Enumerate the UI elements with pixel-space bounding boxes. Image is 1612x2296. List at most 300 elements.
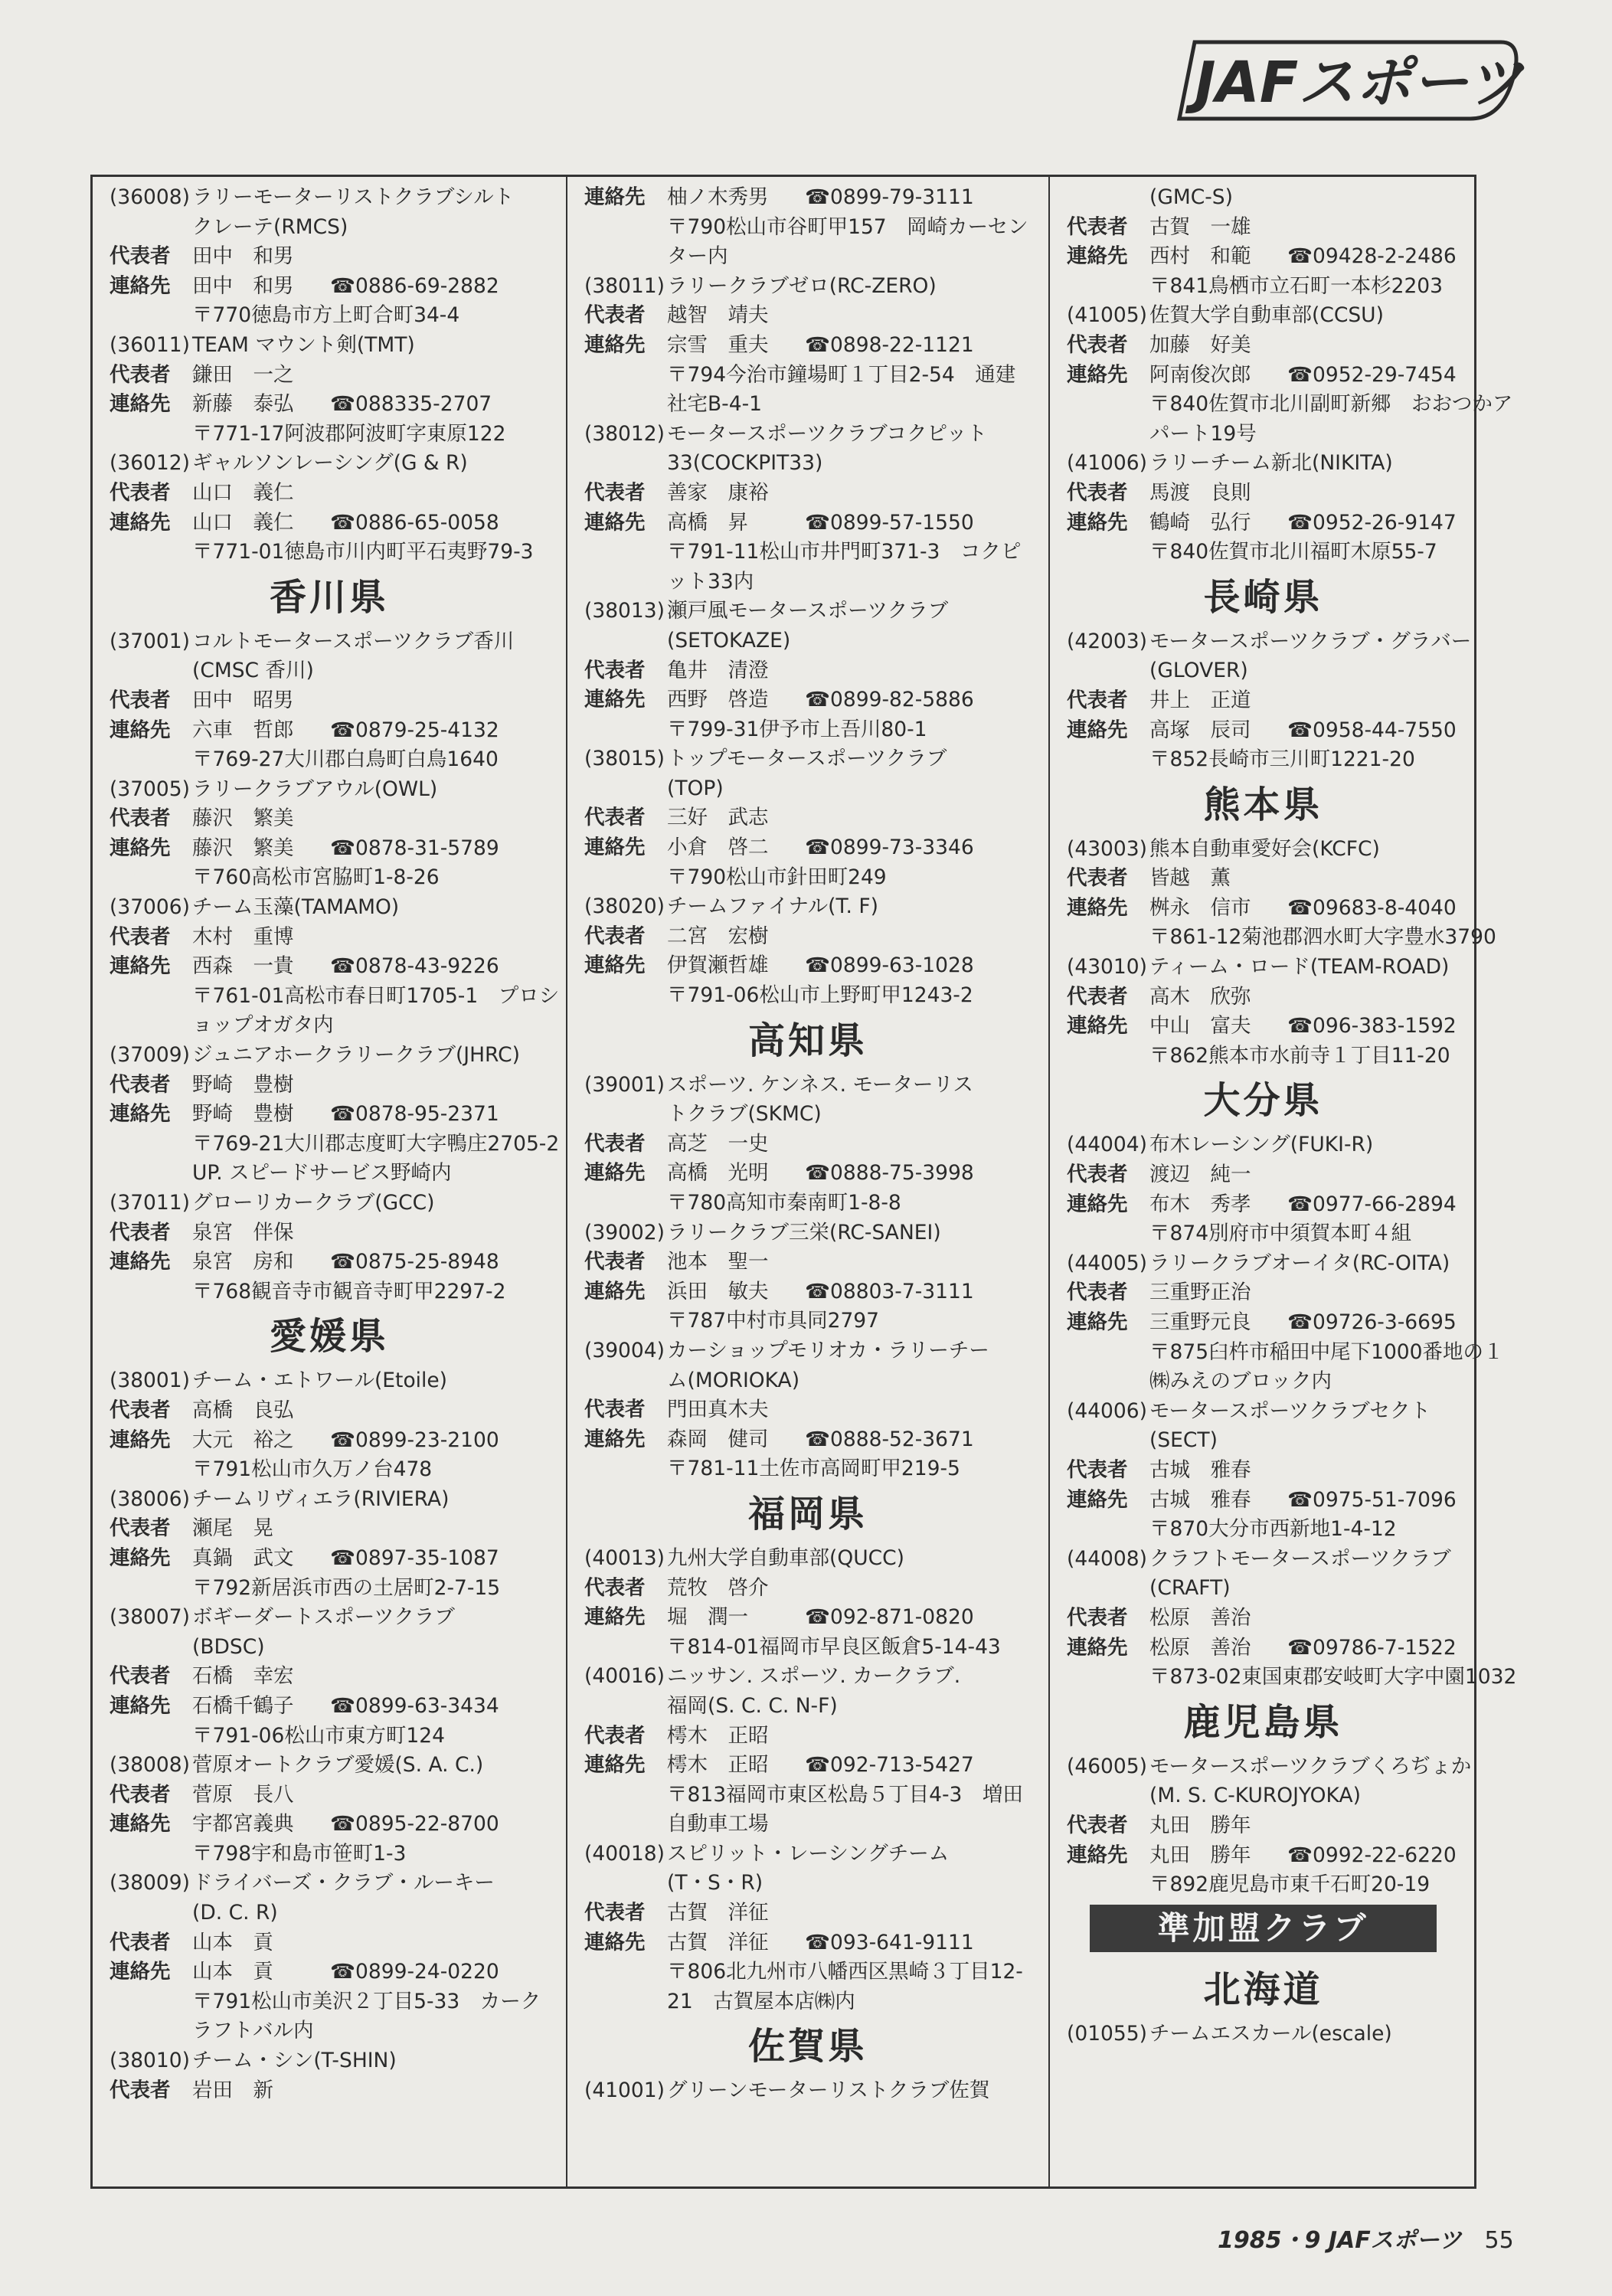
entry-detail-line: (CMSC 香川) (192, 659, 314, 683)
entry-detail-line: ター内 (667, 244, 728, 269)
entry-detail-line: (D. C. R) (192, 1901, 278, 1925)
entry-detail-line: UP. スピードサービス野崎内 (192, 1161, 452, 1186)
club-entry-title (110, 449, 549, 479)
role-label: 代表者 (110, 362, 171, 387)
prefecture-heading: 高知県 (747, 1019, 868, 1062)
contact-row (110, 390, 549, 420)
contact-row (110, 1426, 549, 1456)
role-label: 代表者 (1067, 688, 1128, 712)
person-name: 石橋 幸宏 (192, 1664, 294, 1689)
club-code: (38009) (110, 1871, 190, 1895)
entry-detail-line: ム(MORIOKA) (667, 1368, 800, 1392)
club-name: ティーム・ロード(TEAM-ROAD) (1149, 955, 1450, 980)
representative-row (1067, 1456, 1460, 1486)
representative-row (110, 1662, 549, 1692)
entry-detail-line: 〒892鹿児島市東千石町20-19 (1149, 1872, 1431, 1897)
club-entry-title (110, 1041, 549, 1071)
role-label: 代表者 (110, 806, 171, 831)
club-code: (40018) (584, 1841, 665, 1866)
role-label: 代表者 (110, 2078, 171, 2102)
club-name: ラリーチーム新北(NIKITA) (1149, 451, 1393, 476)
entry-detail-line: 〒840佐賀市北川副町新郷 おおつかア (1149, 392, 1513, 417)
club-name: ラリーモーターリストクラブシルト (192, 185, 515, 209)
club-code: (37006) (110, 895, 190, 920)
column-3 (1050, 177, 1517, 2186)
prefecture-heading: 大分県 (1203, 1079, 1323, 1123)
role-label: 連絡先 (584, 332, 646, 357)
club-name: グローリカークラブ(GCC) (192, 1191, 435, 1215)
phone-number: ☎0899-57-1550 (805, 510, 974, 535)
entry-detail-line: ット33内 (667, 569, 754, 594)
person-name: 野崎 豊樹 (192, 1102, 294, 1127)
person-name: 布木 秀孝 (1149, 1192, 1251, 1216)
entry-detail-line: (T・S・R) (667, 1871, 763, 1895)
issue-label: 1985・9 JAFスポーツ (1218, 2227, 1462, 2254)
role-label: 連絡先 (584, 510, 646, 535)
representative-row (1067, 479, 1460, 509)
entry-detail-line: 〒769-27大川郡白鳥町白鳥1640 (192, 747, 499, 772)
club-code: (38011) (584, 273, 665, 298)
contact-row (110, 1100, 549, 1130)
representative-row (584, 1722, 1032, 1751)
club-code: (38001) (110, 1369, 190, 1393)
page-footer (1218, 2221, 1514, 2255)
person-name: 浜田 敏夫 (667, 1279, 769, 1303)
club-code: (43010) (1067, 955, 1147, 980)
contact-row (1067, 242, 1460, 272)
prefecture-heading: 鹿児島県 (1183, 1700, 1343, 1744)
person-name: 馬渡 良則 (1149, 480, 1251, 505)
contact-row (584, 1603, 1032, 1633)
role-label: 代表者 (584, 658, 646, 682)
representative-row (584, 1395, 1032, 1425)
role-label: 代表者 (1067, 984, 1128, 1009)
entry-detail-line: 〒760高松市宮脇町1-8-26 (192, 865, 440, 890)
person-name: 西森 一貴 (192, 954, 294, 979)
role-label: 連絡先 (1067, 510, 1128, 535)
entry-detail-line: 21 古賀屋本店㈱内 (667, 1989, 855, 2013)
role-label: 代表者 (584, 1398, 646, 1422)
person-name: 西村 和範 (1149, 244, 1251, 269)
club-code: (39004) (584, 1338, 665, 1362)
phone-number: ☎0899-63-1028 (805, 953, 974, 978)
representative-row (110, 1071, 549, 1101)
club-entry-title (584, 2076, 1032, 2106)
club-code: (44004) (1067, 1133, 1147, 1157)
person-name: 古賀 一雄 (1149, 214, 1251, 239)
person-name: 宇都宮義典 (192, 1812, 294, 1836)
club-code: (37009) (110, 1043, 190, 1068)
phone-number: ☎0992-22-6220 (1287, 1843, 1457, 1867)
person-name: 藤沢 繁美 (192, 836, 294, 860)
club-entry-title (584, 744, 1032, 774)
contact-row (584, 183, 1032, 213)
person-name: 二宮 宏樹 (667, 924, 769, 948)
entry-detail-line: 福岡(S. C. C. N-F) (667, 1693, 838, 1718)
phone-number: ☎0888-75-3998 (805, 1161, 974, 1186)
club-code: (44008) (1067, 1546, 1147, 1571)
person-name: 善家 康裕 (667, 480, 769, 505)
person-name: 石橋千鶴子 (192, 1693, 294, 1718)
person-name: 泉宮 伴保 (192, 1220, 294, 1244)
representative-row (1067, 213, 1460, 243)
club-name: トップモータースポーツクラブ (667, 747, 947, 771)
phone-number: ☎09726-3-6695 (1287, 1310, 1457, 1334)
club-name: グリーンモーターリストクラブ佐賀 (667, 2079, 990, 2103)
person-name: 野崎 豊樹 (192, 1072, 294, 1097)
person-name: 古賀 洋征 (667, 1930, 769, 1954)
club-name: チーム・シン(T-SHIN) (192, 2049, 397, 2073)
club-name: カーショップモリオカ・ラリーチー (667, 1338, 989, 1362)
role-label: 連絡先 (1067, 1635, 1128, 1660)
representative-row (1067, 983, 1460, 1012)
entry-detail-line: 〒761-01高松市春日町1705-1 プロシ (192, 983, 560, 1008)
contact-row (584, 1159, 1032, 1189)
club-code: (41001) (584, 2079, 665, 2103)
representative-row (584, 301, 1032, 331)
person-name: 池本 聖一 (667, 1250, 769, 1274)
role-label: 連絡先 (110, 1250, 171, 1274)
role-label: 連絡先 (1067, 1843, 1128, 1867)
phone-number: ☎09683-8-4040 (1287, 895, 1457, 920)
role-label: 連絡先 (1067, 895, 1128, 920)
club-code: (38020) (584, 895, 665, 919)
entry-detail-line: (BDSC) (192, 1634, 265, 1659)
role-label: 連絡先 (110, 273, 171, 298)
club-name: チーム玉藻(TAMAMO) (192, 895, 400, 920)
club-entry-title (110, 1189, 549, 1218)
club-entry-title (584, 272, 1032, 302)
contact-row (584, 685, 1032, 715)
club-name: 熊本自動車愛好会(KCFC) (1149, 836, 1380, 861)
entry-detail-line: パート19号 (1149, 421, 1257, 446)
phone-number: ☎0879-25-4132 (330, 718, 499, 742)
role-label: 代表者 (1067, 1163, 1128, 1187)
role-label: 連絡先 (584, 1427, 646, 1451)
entry-detail-line: 〒791松山市久万ノ台478 (192, 1457, 433, 1482)
person-name: 高橋 光明 (667, 1161, 769, 1186)
person-name: 松原 善治 (1149, 1605, 1251, 1630)
person-name: 田中 和男 (192, 273, 294, 298)
role-label: 連絡先 (584, 185, 646, 209)
contact-row (584, 1425, 1032, 1455)
representative-row (584, 656, 1032, 686)
entry-detail-line: 〒787中村市具同2797 (667, 1309, 880, 1333)
club-code: (42003) (1067, 629, 1147, 653)
phone-number: ☎0878-95-2371 (330, 1102, 499, 1127)
person-name: 新藤 泰弘 (192, 392, 294, 417)
entry-detail-line: 自動車工場 (667, 1812, 769, 1836)
club-code: (38013) (584, 599, 665, 623)
club-name: チームファイナル(T. F) (667, 895, 878, 919)
person-name: 瀬尾 晃 (192, 1516, 273, 1541)
phone-number: ☎09786-7-1522 (1287, 1635, 1457, 1660)
entry-detail-line: ㈱みえのブロック内 (1149, 1369, 1332, 1394)
club-code: (38008) (110, 1753, 190, 1778)
club-code: (44006) (1067, 1398, 1147, 1423)
person-name: 真鍋 武文 (192, 1545, 294, 1570)
entry-detail-line: クレーテ(RMCS) (192, 214, 348, 239)
person-name: 門田真木夫 (667, 1398, 769, 1422)
role-label: 連絡先 (110, 1545, 171, 1570)
club-code: (38007) (110, 1605, 190, 1630)
representative-row (110, 2076, 549, 2106)
contact-row (1067, 1012, 1460, 1042)
role-label: 連絡先 (584, 688, 646, 712)
person-name: 山口 義仁 (192, 510, 294, 535)
club-name: 菅原オートクラブ愛媛(S. A. C.) (192, 1753, 484, 1778)
person-name: 皆越 薫 (1149, 866, 1231, 891)
entry-detail-line: 〒875臼杵市稲田中尾下1000番地の１ (1149, 1339, 1504, 1364)
contact-row (1067, 361, 1460, 391)
club-code: (40016) (584, 1664, 665, 1689)
entry-detail-line: (GLOVER) (1149, 659, 1248, 683)
entry-detail-line: 〒799-31伊予市上吾川80-1 (667, 717, 927, 741)
contact-row (110, 1544, 549, 1574)
club-code: (37001) (110, 629, 190, 653)
club-name: ジュニアホークラリークラブ(JHRC) (192, 1043, 520, 1068)
prefecture-heading: 愛媛県 (269, 1315, 389, 1359)
entry-detail-line: 〒781-11土佐市高岡町甲219-5 (667, 1457, 960, 1481)
contact-row (1067, 509, 1460, 538)
person-name: 樗木 正昭 (667, 1723, 769, 1748)
club-code: (38006) (110, 1487, 190, 1511)
role-label: 代表者 (584, 1250, 646, 1274)
role-label: 連絡先 (1067, 718, 1128, 742)
role-label: 代表者 (110, 924, 171, 949)
entry-detail-line: 〒852長崎市三川町1221-20 (1149, 747, 1415, 772)
club-name: モータースポーツクラブコクピット (667, 421, 987, 446)
phone-number: ☎0952-26-9147 (1287, 510, 1457, 535)
representative-row (1067, 686, 1460, 716)
phone-number: ☎0895-22-8700 (330, 1812, 499, 1836)
person-name: 高木 欣弥 (1149, 984, 1251, 1009)
column-1 (93, 177, 567, 2186)
phone-number: ☎0899-24-0220 (330, 1960, 499, 1984)
club-directory (90, 175, 1517, 2189)
role-label: 代表者 (1067, 480, 1128, 505)
role-label: 連絡先 (1067, 1192, 1128, 1216)
role-label: 代表者 (1067, 1813, 1128, 1837)
role-label: 代表者 (1067, 1605, 1128, 1630)
contact-row (110, 1248, 549, 1277)
representative-row (110, 923, 549, 953)
club-name: クラフトモータースポーツクラブ (1149, 1546, 1451, 1571)
person-name: 三好 武志 (667, 806, 769, 830)
phone-number: ☎0899-82-5886 (805, 688, 974, 712)
contact-row (1067, 1486, 1460, 1516)
club-code: (01055) (1067, 2021, 1147, 2046)
entry-detail-line: 〒791-06松山市東方町124 (192, 1723, 445, 1748)
club-entry-title (110, 331, 549, 361)
club-entry-title (1067, 627, 1472, 657)
person-name: 泉宮 房和 (192, 1250, 294, 1274)
entry-detail-line: 〒770徳島市方上町合町34-4 (192, 303, 460, 328)
person-name: 高芝 一史 (667, 1131, 769, 1156)
entry-detail-line: (GMC-S) (1149, 185, 1233, 209)
club-entry-title (1067, 449, 1460, 479)
entry-detail-line: (TOP) (667, 776, 724, 800)
club-name: ラリークラブオーイタ(RC-OITA) (1149, 1251, 1450, 1275)
club-name: TEAM マウント剣(TMT) (192, 332, 415, 357)
club-entry-title (1067, 835, 1460, 865)
entry-detail-line: (SECT) (1149, 1428, 1218, 1453)
contact-row (110, 716, 549, 746)
representative-row (1067, 1278, 1460, 1308)
person-name: 高塚 辰司 (1149, 718, 1251, 742)
club-name: モータースポーツクラブセクト (1149, 1398, 1431, 1423)
club-name: チームリヴィエラ(RIVIERA) (192, 1487, 450, 1511)
representative-row (110, 1928, 549, 1958)
role-label: 代表者 (584, 1723, 646, 1748)
entry-detail-line: 〒792新居浜市西の土居町2-7-15 (192, 1575, 501, 1600)
person-name: 鶴崎 弘行 (1149, 510, 1251, 535)
club-entry-title (1067, 2020, 1460, 2049)
person-name: 高橋 昇 (667, 510, 748, 535)
prefecture-heading: 香川県 (269, 575, 389, 619)
entry-detail-line: (CRAFT) (1149, 1576, 1231, 1601)
club-entry-title (584, 597, 1032, 626)
club-code: (36011) (110, 332, 190, 357)
club-entry-title (110, 1485, 549, 1515)
role-label: 代表者 (1067, 866, 1128, 891)
person-name: 加藤 好美 (1149, 332, 1251, 357)
representative-row (584, 479, 1032, 509)
entry-detail-line: 〒791-06松山市上野町甲1243-2 (667, 983, 973, 1008)
phone-number: ☎0897-35-1087 (330, 1545, 499, 1570)
person-name: 小倉 啓二 (667, 836, 769, 860)
club-name: 瀬戸風モータースポーツクラブ (667, 599, 949, 623)
club-entry-title (110, 1751, 549, 1781)
club-entry-title (1067, 1130, 1460, 1160)
entry-detail-line: 〒862熊本市水前寺１丁目11-20 (1149, 1043, 1450, 1068)
role-label: 代表者 (110, 1072, 171, 1097)
person-name: 阿南俊次郎 (1149, 362, 1251, 387)
phone-number: ☎0898-22-1121 (805, 332, 974, 357)
club-name: チームエスカール(escale) (1149, 2021, 1392, 2046)
person-name: 荒牧 啓介 (667, 1575, 769, 1600)
phone-number: ☎096-383-1592 (1287, 1014, 1457, 1038)
role-label: 連絡先 (584, 836, 646, 860)
entry-detail-line: 〒870大分市西新地1-4-12 (1149, 1517, 1397, 1542)
representative-row (584, 1574, 1032, 1604)
contact-row (110, 1957, 549, 1987)
role-label: 代表者 (584, 303, 646, 328)
club-code: (39001) (584, 1072, 665, 1097)
club-entry-title (584, 1071, 1032, 1101)
role-label: 連絡先 (584, 1605, 646, 1630)
club-name: ラリークラブゼロ(RC-ZERO) (667, 273, 937, 298)
entry-detail-line: 〒790松山市針田町249 (667, 865, 887, 889)
club-entry-title (1067, 1249, 1460, 1279)
club-entry-title (1067, 301, 1460, 331)
phone-number: ☎0878-43-9226 (330, 954, 499, 979)
role-label: 連絡先 (110, 718, 171, 742)
representative-row (110, 1218, 549, 1248)
representative-row (584, 922, 1032, 952)
representative-row (1067, 331, 1460, 361)
person-name: 山本 貢 (192, 1960, 273, 1984)
contact-row (110, 834, 549, 864)
role-label: 連絡先 (110, 392, 171, 417)
phone-number: ☎08803-7-3111 (805, 1279, 974, 1303)
representative-row (110, 479, 549, 509)
entry-detail-line: 〒798宇和島市笹町1-3 (192, 1841, 407, 1866)
phone-number: ☎09428-2-2486 (1287, 244, 1457, 269)
entry-detail-line: 〒790松山市谷町甲157 岡崎カーセン (667, 214, 1028, 239)
club-entry-title (110, 183, 549, 213)
representative-row (1067, 1604, 1460, 1634)
contact-row (584, 331, 1032, 361)
person-name: 井上 正道 (1149, 688, 1251, 712)
phone-number: ☎0977-66-2894 (1287, 1192, 1457, 1216)
club-entry-title (584, 1218, 1032, 1248)
person-name: 樗木 正昭 (667, 1753, 769, 1778)
representative-row (584, 803, 1032, 833)
club-code: (41006) (1067, 451, 1147, 476)
person-name: 三重野正治 (1149, 1280, 1251, 1305)
role-label: 連絡先 (584, 1161, 646, 1186)
role-label: 代表者 (1067, 332, 1128, 357)
representative-row (110, 242, 549, 272)
contact-row (1067, 1841, 1460, 1871)
club-code: (38015) (584, 747, 665, 771)
club-code: (37011) (110, 1191, 190, 1215)
contact-row (1067, 1190, 1460, 1220)
phone-number: ☎0888-52-3671 (805, 1427, 974, 1451)
person-name: 堀 潤一 (667, 1605, 748, 1630)
entry-detail-line: (SETOKAZE) (667, 628, 791, 652)
club-code: (41005) (1067, 303, 1147, 328)
representative-row (110, 361, 549, 391)
entry-detail-line: 〒791-11松山市井門町371-3 コクピ (667, 540, 1022, 564)
role-label: 代表者 (110, 1516, 171, 1541)
role-label: 代表者 (584, 924, 646, 948)
club-name: コルトモータースポーツクラブ香川 (192, 629, 515, 653)
entry-detail-line: ョップオガタ内 (192, 1013, 334, 1038)
club-entry-title (584, 1544, 1032, 1574)
phone-number: ☎0875-25-8948 (330, 1250, 499, 1274)
club-code: (37005) (110, 777, 190, 801)
role-label: 代表者 (584, 1901, 646, 1925)
contact-row (584, 509, 1032, 538)
representative-row (1067, 1160, 1460, 1190)
entry-detail-line: 〒874別府市中須賀本町４組 (1149, 1222, 1412, 1246)
role-label: 代表者 (110, 1782, 171, 1807)
role-label: 連絡先 (110, 836, 171, 860)
phone-number: ☎0958-44-7550 (1287, 718, 1457, 742)
role-label: 連絡先 (110, 1102, 171, 1127)
phone-number: ☎093-641-9111 (805, 1930, 974, 1954)
contact-row (584, 1277, 1032, 1307)
contact-row (584, 833, 1032, 863)
phone-number: ☎092-713-5427 (805, 1753, 974, 1778)
role-label: 連絡先 (110, 1693, 171, 1718)
person-name: 三重野元良 (1149, 1310, 1251, 1334)
representative-row (584, 1248, 1032, 1277)
person-name: 木村 重博 (192, 924, 294, 949)
person-name: 菅原 長八 (192, 1782, 294, 1807)
person-name: 伊賀瀬哲雄 (667, 953, 769, 978)
representative-row (584, 1130, 1032, 1159)
person-name: 岩田 新 (192, 2078, 273, 2102)
club-name: 佐賀大学自動車部(CCSU) (1149, 303, 1384, 328)
entry-detail-line: 〒794今治市鐘場町１丁目2-54 通建 (667, 362, 1016, 387)
prefecture-heading: 佐賀県 (747, 2025, 868, 2069)
role-label: 代表者 (110, 1220, 171, 1244)
column-2 (567, 177, 1050, 2186)
role-label: 連絡先 (584, 1279, 646, 1303)
